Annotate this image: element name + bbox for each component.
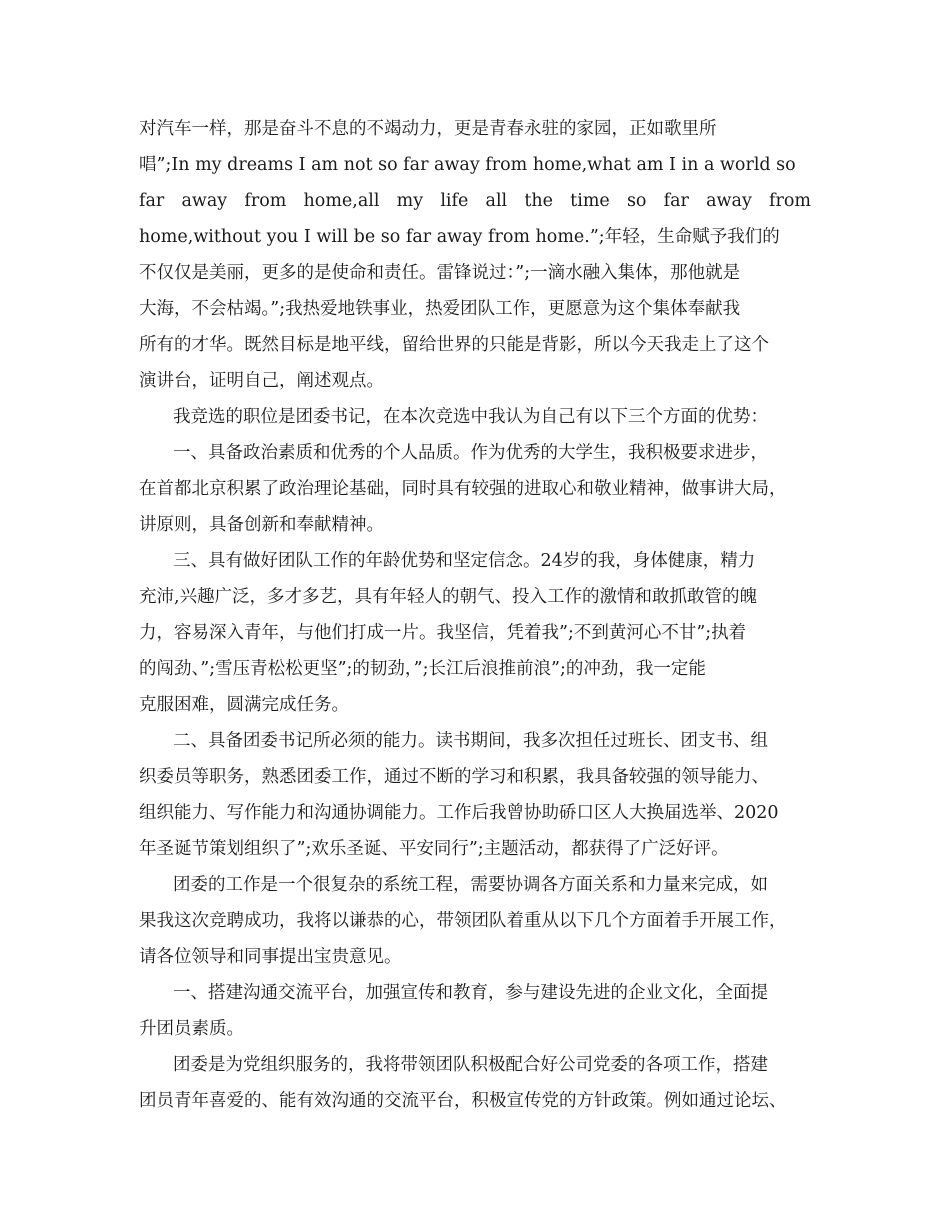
text-line-4: home,without you I will be so far away from home.”;年轻，生命赋予我们的: [139, 227, 780, 247]
text-line-13: 三、具有做好团队工作的年龄优势和坚定信念。24岁的我，身体健康，精力: [173, 551, 756, 571]
text-line-15: 力，容易深入青年，与他们打成一片。我坚信，凭着我”;不到黄河心不甘”;执着: [139, 623, 747, 643]
text-line-18: 二、具备团委书记所必须的能力。读书期间，我多次担任过班长、团支书、组: [173, 731, 768, 751]
text-line-27: 团委是为党组织服务的，我将带领团队积极配合好公司党委的各项工作，搭建: [173, 1055, 768, 1075]
text-line-12: 讲原则，具备创新和奉献精神。: [139, 515, 384, 535]
text-line-28: 团员青年喜爱的、能有效沟通的交流平台，积极宣传党的方针政策。例如通过论坛、: [139, 1091, 787, 1111]
text-line-6: 大海，不会枯竭。”;我热爱地铁事业，热爱团队工作，更愿意为这个集体奉献我: [139, 299, 741, 319]
text-line-8: 演讲台，证明自己，阐述观点。: [139, 371, 384, 391]
text-line-26: 升团员素质。: [139, 1019, 244, 1039]
text-line-10: 一、具备政治素质和优秀的个人品质。作为优秀的大学生，我积极要求进步，: [173, 443, 768, 463]
text-line-24: 请各位领导和同事提出宝贵意见。: [139, 947, 402, 967]
text-line-11: 在首都北京积累了政治理论基础，同时具有较强的进取心和敬业精神，做事讲大局，: [139, 479, 787, 499]
text-line-21: 年圣诞节策划组织了”;欢乐圣诞、平安同行”;主题活动，都获得了广泛好评。: [139, 839, 729, 859]
text-line-7: 所有的才华。既然目标是地平线，留给世界的只能是背影，所以今天我走上了这个: [139, 335, 769, 355]
text-line-1: 对汽车一样，那是奋斗不息的不竭动力，更是青春永驻的家园，正如歌里所: [139, 119, 717, 139]
text-line-22: 团委的工作是一个很复杂的系统工程，需要协调各方面关系和力量来完成，如: [173, 875, 768, 895]
text-line-14: 充沛,兴趣广泛，多才多艺，具有年轻人的朝气、投入工作的激情和敢抓敢管的魄: [139, 587, 758, 607]
text-line-17: 克服困难，圆满完成任务。: [139, 695, 349, 715]
text-line-25: 一、搭建沟通交流平台，加强宣传和教育，参与建设先进的企业文化，全面提: [173, 983, 768, 1003]
text-line-5: 不仅仅是美丽，更多的是使命和责任。雷锋说过：”;一滴水融入集体，那他就是: [139, 263, 741, 283]
document-body: [139, 111, 811, 1119]
text-line-16: 的闯劲、”;雪压青松松更坚”;的韧劲，”;长江后浪推前浪”;的冲劲，我一定能: [139, 659, 706, 679]
text-line-20: 组织能力、写作能力和沟通协调能力。工作后我曾协助硚口区人大换届选举、2020: [139, 803, 779, 823]
text-line-3: far away from home,all my life all the time so far away from: [139, 191, 811, 211]
text-line-23: 果我这次竞聘成功，我将以谦恭的心，带领团队着重从以下几个方面着手开展工作，: [139, 911, 787, 931]
text-line-9: 我竞选的职位是团委书记，在本次竞选中我认为自己有以下三个方面的优势：: [173, 407, 768, 427]
text-line-19: 织委员等职务，熟悉团委工作，通过不断的学习和积累，我具备较强的领导能力、: [139, 767, 769, 787]
text-line-2: 唱”;In my dreams I am not so far away from home,what am I in a world so: [139, 155, 796, 175]
